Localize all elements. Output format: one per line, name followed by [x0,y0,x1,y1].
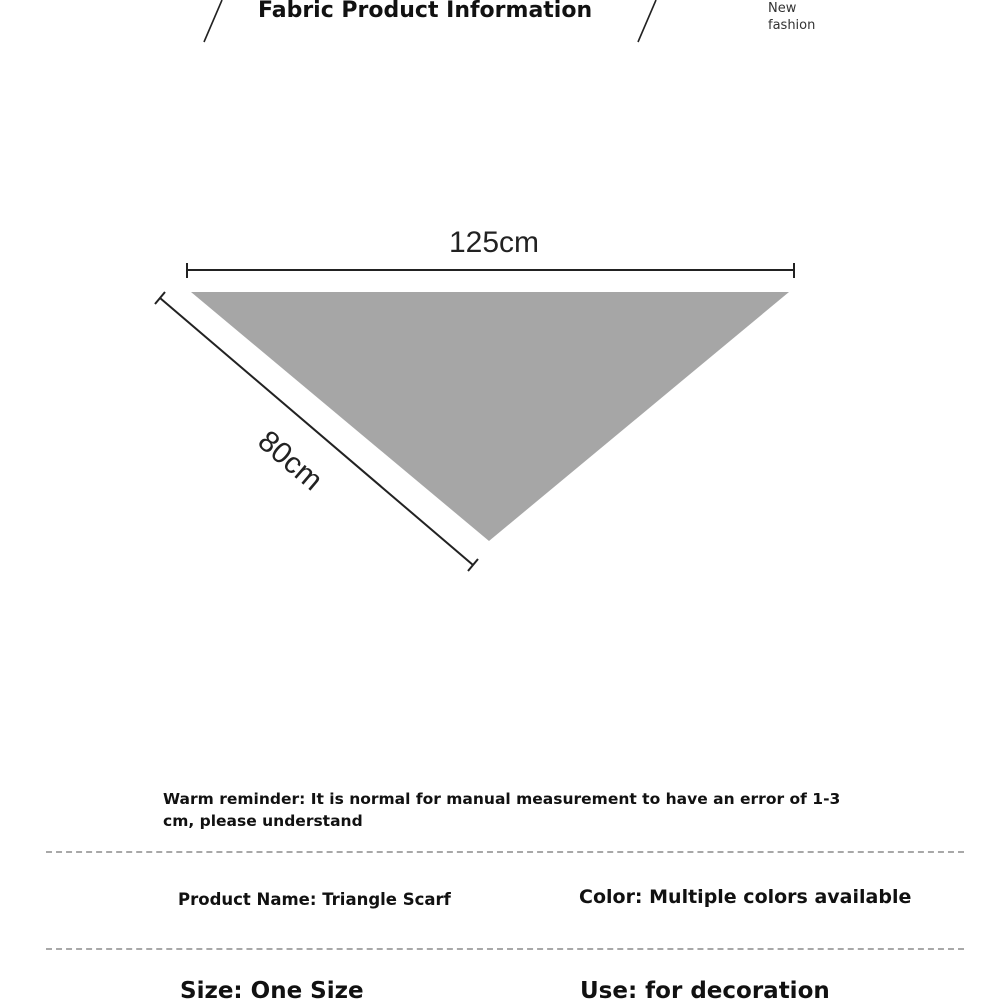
triangle-scarf-shape [191,292,789,541]
divider-top [46,851,964,853]
use-info: Use: for decoration [580,978,830,1004]
brand-line-2: fashion [768,18,816,33]
width-dimension-line [187,263,794,278]
product-name-info: Product Name: Triangle Scarf [178,890,451,909]
width-label: 125cm [448,226,540,259]
color-info: Color: Multiple colors available [579,886,912,908]
side-label: 80cm [251,424,329,498]
warm-reminder: Warm reminder: It is normal for manual measurement to have an error of 1-3 cm, please understand [163,790,841,830]
size-info: Size: One Size [180,978,364,1004]
brand-line-1: New [768,1,797,16]
divider-bottom [46,948,964,950]
page-title: Fabric Product Information [258,0,593,23]
